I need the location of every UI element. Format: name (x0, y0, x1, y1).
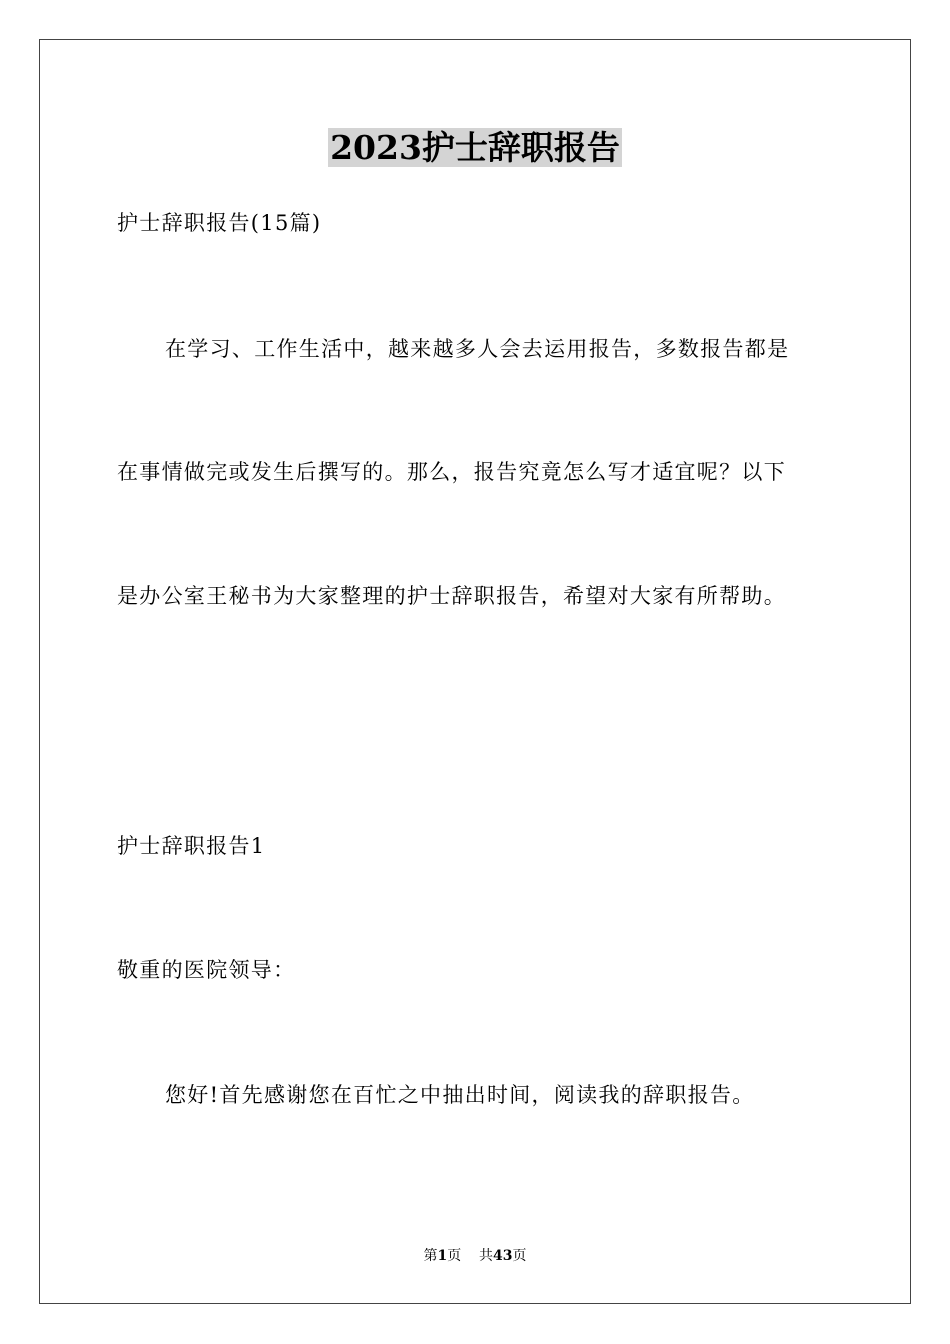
section-heading: 护士辞职报告1 (117, 834, 266, 858)
document-subtitle: 护士辞职报告(15篇) (117, 211, 322, 235)
letter-salutation: 敬重的医院领导： (117, 958, 296, 982)
letter-body-line: 您好!首先感谢您在百忙之中抽出时间，阅读我的辞职报告。 (165, 1083, 755, 1107)
footer-total-pages: 43 (493, 1248, 513, 1264)
intro-paragraph-line-2: 在事情做完或发生后撰写的。那么，报告究竟怎么写才适宜呢？以下 (117, 460, 786, 484)
footer-page-number: 1 (437, 1248, 448, 1264)
footer-page-suffix: 页 (447, 1248, 462, 1264)
footer-total-prefix: 共 (479, 1248, 494, 1264)
footer-total-suffix: 页 (512, 1248, 527, 1264)
footer-page-prefix: 第 (423, 1248, 438, 1264)
page-footer (0, 1246, 950, 1266)
intro-paragraph-line-3: 是办公室王秘书为大家整理的护士辞职报告，希望对大家有所帮助。 (117, 584, 786, 608)
intro-paragraph-line-1: 在学习、工作生活中，越来越多人会去运用报告，多数报告都是 (165, 337, 790, 361)
document-title (0, 126, 950, 170)
document-title-text: 2023护士辞职报告 (330, 128, 620, 167)
